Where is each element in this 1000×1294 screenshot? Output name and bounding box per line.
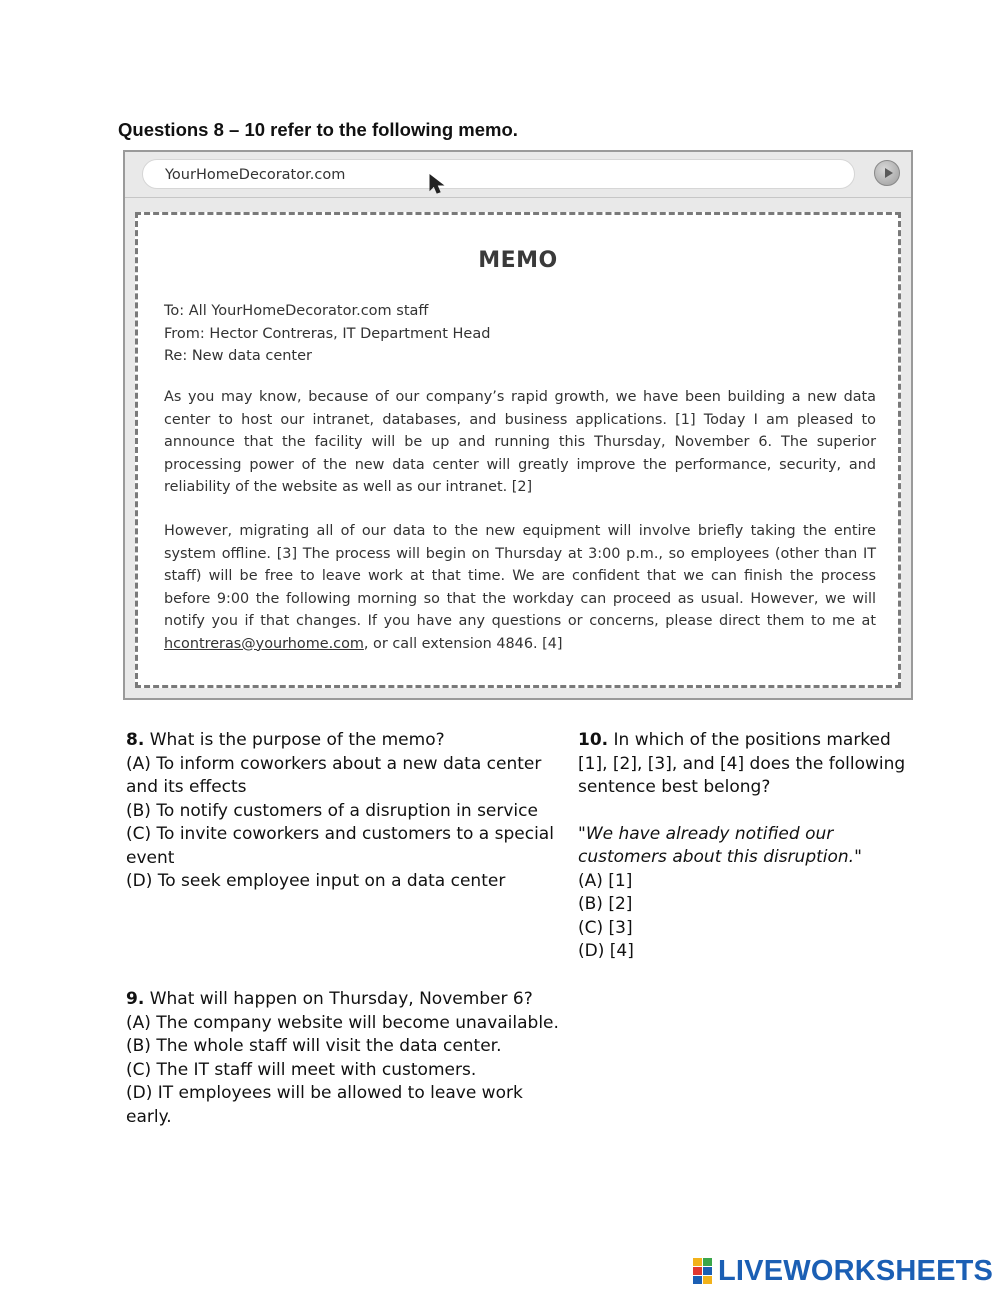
browser-window [123,150,913,700]
question-10-option-d[interactable]: (D) [4] [578,941,634,961]
memo-re: Re: New data center [164,348,312,364]
question-8-option-d[interactable]: (D) To seek employee input on a data center [126,871,506,891]
question-9-option-d[interactable]: (D) IT employees will be allowed to leave work early. [126,1083,523,1127]
question-10-option-c[interactable]: (C) [3] [578,917,633,938]
question-8-option-c[interactable]: (C) To invite coworkers and customers to a special event [126,824,554,868]
question-9-text: What will happen on Thursday, November 6? [144,989,533,1009]
question-10-option-b[interactable]: (B) [2] [578,894,633,914]
address-bar[interactable] [142,159,855,189]
liveworksheets-logo [692,1254,993,1288]
cursor-arrow-icon [428,173,448,195]
memo-frame [135,212,901,688]
question-10-number: 10. [578,730,609,750]
question-9-option-a[interactable]: (A) The company website will become unavailable. [126,1012,559,1033]
question-10-text: In which of the positions marked [1], [2], [3], and [4] does the following sentence best belong? [578,730,906,797]
email-link[interactable]: hcontreras@yourhome.com [164,635,364,652]
question-9-option-c[interactable]: (C) The IT staff will meet with customers. [126,1059,477,1080]
memo-paragraph-2 [164,520,876,655]
memo-paragraph-2-end: , or call extension 4846. [4] [363,635,563,652]
memo-paragraph-1: As you may know, because of our company’s rapid growth, we have been building a new data center to host our intranet, databases, and business applications. [1] Today I am pleased to announce that the facility will be up and running this Thursday, November 6. The superior processing power of the new data center will greatly improve the performance, security, and reliability of the website as well as our intranet. [2] [164,389,876,495]
question-8-text: What is the purpose of the memo? [144,730,445,750]
question-9 [126,988,566,1129]
question-8-option-a[interactable]: (A) To inform coworkers about a new data center and its effects [126,753,542,797]
memo-title: MEMO [478,248,558,273]
memo-to: To: All YourHomeDecorator.com staff [164,303,429,319]
memo-paragraph-2-start: However, migrating all of our data to the new equipment will involve briefly taking the entire system offline. [3] The process will begin on Thursday at 3:00 p.m., so employees (other than IT staff) will be free to leave work at that time. We are confident that we can finish the process before 9:00 the following morning so that the workday can proceed as usual. However, we will notify you if that changes. If you have any questions or concerns, please direct them to me at [164,523,876,629]
go-button[interactable] [874,160,900,186]
question-10-quote: "We have already notified our customers about this disruption." [578,823,862,867]
page-heading: Questions 8 – 10 refer to the following memo. [118,119,518,140]
question-8-number: 8. [126,730,145,750]
toolbar-divider [125,197,911,198]
memo-from: From: Hector Contreras, IT Department Head [164,325,491,342]
liveworksheets-logo-icon [692,1257,714,1285]
memo-headers [164,300,490,368]
question-10 [578,729,908,964]
question-9-option-b[interactable]: (B) The whole staff will visit the data center. [126,1036,502,1056]
question-10-option-a[interactable]: (A) [1] [578,870,633,891]
question-9-number: 9. [126,989,145,1009]
liveworksheets-logo-text: LIVEWORKSHEETS [718,1254,994,1287]
question-8 [126,729,566,894]
address-text: YourHomeDecorator.com [165,167,346,183]
question-8-option-b[interactable]: (B) To notify customers of a disruption in service [126,800,538,821]
